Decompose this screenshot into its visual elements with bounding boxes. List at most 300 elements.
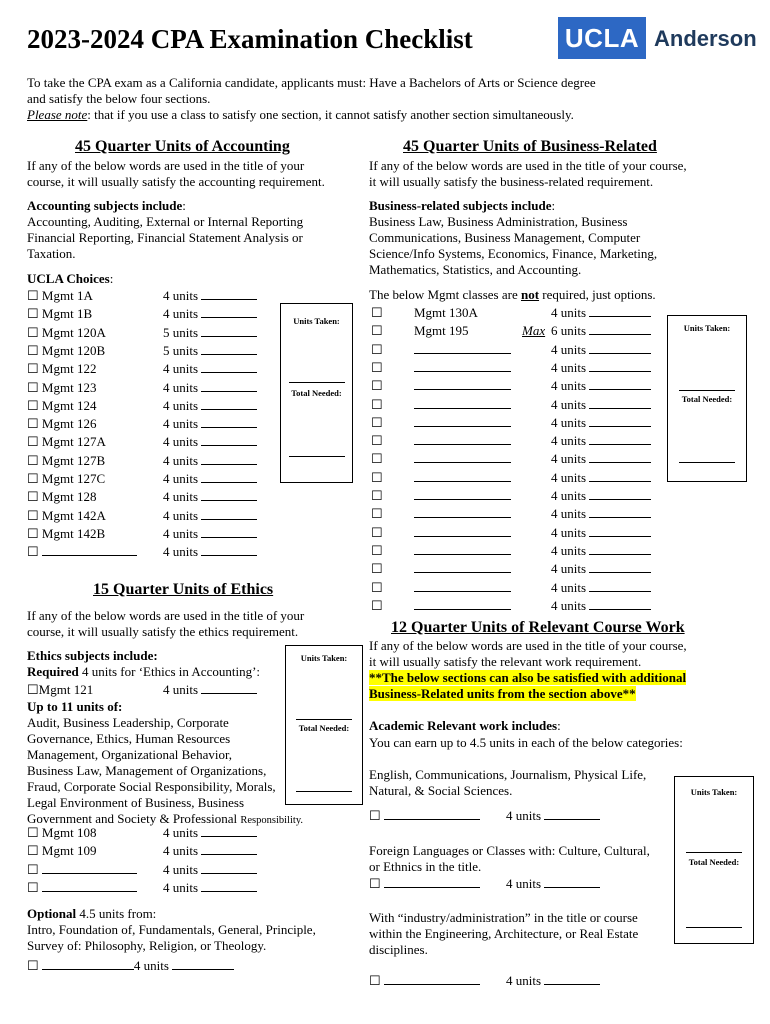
course-name: Mgmt 127A — [41, 434, 106, 450]
units-blank[interactable] — [201, 361, 257, 373]
course-name-blank-row — [414, 360, 511, 376]
work-desc-2: it will usually satisfy the relevant work requirement. — [369, 654, 642, 669]
intro-line-2: and satisfy the below four sections. — [27, 91, 211, 106]
units-blank[interactable] — [201, 843, 257, 855]
checkbox-icon[interactable]: ☐ — [371, 359, 383, 375]
ethics-list-3: Management, Organizational Behavior, — [27, 747, 233, 762]
units-blank[interactable] — [201, 398, 257, 410]
units-label: 4 units — [551, 341, 587, 357]
units-taken-label: Units Taken: — [690, 787, 738, 797]
checkbox-icon[interactable]: ☐ — [27, 843, 42, 859]
course-name: Mgmt 123 — [41, 379, 97, 395]
units-blank[interactable] — [589, 397, 651, 409]
units-blank[interactable] — [201, 471, 257, 483]
course-name: Mgmt 120B — [41, 342, 106, 358]
units-label: 4 units — [163, 306, 199, 322]
ethics-mgmt121-units: 4 units — [163, 682, 257, 699]
course-row — [27, 862, 137, 878]
units-label: 5 units — [163, 324, 199, 340]
units-taken-label: Units Taken: — [300, 653, 348, 663]
units-label: 4 units — [163, 544, 199, 560]
ethics-required: Required 4 units for ‘Ethics in Accounting’: — [27, 664, 261, 679]
checkbox-icon[interactable]: ☐ — [27, 682, 39, 697]
units-blank[interactable] — [589, 305, 651, 317]
work-highlight-1: **The below sections can also be satisfied with additional — [369, 670, 687, 685]
units-blank[interactable] — [201, 825, 257, 837]
business-desc-2: it will usually satisfy the business-related requirement. — [369, 174, 654, 189]
course-name-blank-row — [414, 598, 511, 614]
work-cat2-row — [369, 876, 480, 893]
business-subjects-2: Communications, Business Management, Computer — [369, 230, 641, 245]
checkbox-icon[interactable]: ☐ — [371, 579, 383, 595]
accounting-subjects-3: Taxation. — [27, 246, 76, 261]
course-units — [163, 526, 257, 542]
units-label: 4 units — [163, 416, 199, 432]
work-cat3-units: 4 units — [506, 973, 600, 990]
course-name-blank-row — [414, 470, 511, 486]
course-name-blank[interactable] — [384, 973, 480, 985]
units-taken-line[interactable] — [289, 382, 345, 383]
units-label: 4 units — [551, 414, 587, 430]
checkbox-icon[interactable]: ☐ — [371, 433, 383, 449]
total-needed-label: Total Needed: — [298, 723, 350, 733]
course-row — [27, 453, 105, 469]
course-name: Mgmt 127B — [41, 452, 106, 468]
course-name: Mgmt 126 — [41, 416, 97, 432]
course-name: Mgmt 108 — [41, 825, 97, 840]
total-needed-label: Total Needed: — [291, 388, 342, 398]
course-name-blank-row — [414, 543, 511, 559]
units-label: 4 units — [551, 451, 587, 467]
course-name-blank[interactable] — [414, 470, 511, 482]
course-name: Mgmt 122 — [41, 361, 97, 377]
work-cat1-a: English, Communications, Journalism, Physical Life, — [369, 767, 647, 782]
total-needed-line[interactable] — [289, 456, 345, 457]
course-units — [163, 325, 257, 341]
work-cat2-units: 4 units — [506, 876, 600, 893]
units-taken-line[interactable] — [679, 390, 735, 391]
course-row — [27, 489, 96, 505]
accounting-heading: 45 Quarter Units of Accounting — [75, 138, 290, 155]
course-row — [27, 526, 105, 542]
accounting-desc-1: If any of the below words are used in the title of your — [27, 158, 305, 173]
course-name-blank-row — [414, 561, 511, 577]
units-blank[interactable] — [201, 434, 257, 446]
course-units — [551, 378, 651, 394]
checkbox-icon[interactable]: ☐ — [27, 525, 42, 541]
course-units — [163, 862, 257, 878]
course-units — [163, 380, 257, 396]
units-blank[interactable] — [589, 506, 651, 518]
course-row — [27, 343, 105, 359]
work-cat3-row — [369, 973, 480, 990]
course-units — [551, 433, 651, 449]
work-cat1-b: Natural, & Social Sciences. — [369, 783, 513, 798]
course-name-blank[interactable] — [414, 506, 511, 518]
ethics-list-7: Government and Society & Professional Responsibility. — [27, 811, 304, 826]
units-blank[interactable] — [544, 808, 600, 820]
checkbox-icon[interactable]: ☐ — [371, 378, 383, 394]
units-label: 4 units — [163, 471, 199, 486]
course-units — [163, 489, 257, 505]
work-cat3-b: within the Engineering, Architecture, or Real Estate — [369, 926, 639, 941]
units-label: 4 units — [163, 361, 199, 377]
units-blank[interactable] — [589, 543, 651, 555]
checkbox-icon[interactable]: ☐ — [27, 397, 42, 413]
units-label: 4 units — [163, 507, 199, 523]
checkbox-icon[interactable]: ☐ — [27, 958, 39, 973]
checkbox-icon[interactable]: ☐ — [27, 471, 42, 486]
units-blank[interactable] — [589, 415, 651, 427]
units-blank[interactable] — [201, 544, 257, 556]
anderson-logo: Anderson — [654, 26, 757, 51]
course-units — [163, 508, 257, 524]
units-label: 4 units — [163, 879, 199, 895]
work-heading: 12 Quarter Units of Relevant Course Work — [391, 619, 685, 636]
units-blank[interactable] — [201, 508, 257, 520]
course-row — [27, 471, 105, 487]
checkbox-icon[interactable]: ☐ — [371, 524, 383, 540]
units-label: 4 units — [551, 488, 587, 503]
total-needed-line[interactable] — [679, 462, 735, 463]
units-blank[interactable] — [544, 876, 600, 888]
business-subjects-1: Business Law, Business Administration, Business — [369, 214, 628, 229]
course-name-blank[interactable] — [414, 342, 511, 354]
course-units — [551, 470, 651, 486]
course-name-blank-row — [414, 580, 511, 596]
checkbox-icon[interactable]: ☐ — [27, 452, 42, 468]
course-name-blank[interactable] — [42, 958, 134, 970]
ethics-units-box — [285, 645, 363, 805]
course-name-blank[interactable] — [414, 561, 511, 573]
course-row — [27, 843, 96, 859]
business-heading: 45 Quarter Units of Business-Related — [403, 138, 657, 155]
course-units — [551, 525, 651, 541]
course-name-blank[interactable] — [42, 544, 137, 556]
course-name-blank[interactable] — [414, 415, 511, 427]
ethics-optional-row: ☐ 4 units — [27, 958, 234, 975]
units-blank[interactable] — [201, 862, 257, 874]
work-cat2-b: or Ethnics in the title. — [369, 859, 482, 874]
work-cat1-units: 4 units — [506, 808, 600, 825]
course-units — [551, 360, 651, 376]
checkbox-icon[interactable]: ☐ — [27, 507, 42, 523]
course-units — [551, 415, 651, 431]
work-cat3-a: With “industry/administration” in the title or course — [369, 910, 638, 925]
units-label: 4 units — [551, 579, 587, 595]
course-row — [27, 416, 96, 432]
course-name: Mgmt 1B — [41, 306, 93, 322]
units-blank[interactable] — [201, 682, 257, 694]
course-name: Mgmt 109 — [41, 843, 97, 859]
ethics-list-2: Governance, Ethics, Human Resources — [27, 731, 231, 746]
course-name-blank[interactable] — [384, 808, 480, 820]
course-name-blank[interactable] — [414, 525, 511, 537]
units-label: 4 units — [163, 861, 199, 877]
checkbox-icon[interactable]: ☐ — [27, 879, 42, 895]
units-blank[interactable] — [201, 880, 257, 892]
units-blank[interactable] — [201, 453, 257, 465]
checkbox-icon[interactable]: ☐ — [371, 305, 383, 320]
course-row — [27, 325, 106, 341]
units-label: 4 units — [551, 561, 587, 577]
course-units — [163, 343, 257, 359]
course-units — [551, 561, 651, 577]
page-title: 2023-2024 CPA Examination Checklist — [27, 24, 473, 54]
course-name-blank-row — [414, 451, 511, 467]
units-blank[interactable] — [589, 323, 651, 335]
total-needed-line[interactable] — [686, 927, 742, 928]
ethics-list-6: Legal Environment of Business, Business — [27, 795, 245, 810]
course-name-blank-row — [414, 488, 511, 504]
checkbox-icon[interactable]: ☐ — [27, 306, 42, 322]
course-name-blank-row — [414, 433, 511, 449]
checkbox-icon[interactable]: ☐ — [371, 414, 383, 430]
course-units — [163, 306, 257, 322]
units-label: 6 units — [551, 323, 587, 339]
ethics-list-5: Fraud, Corporate Social Responsibility, Morals, — [27, 779, 276, 794]
checkbox-icon[interactable]: ☐ — [371, 451, 383, 467]
checkbox-icon[interactable]: ☐ — [27, 342, 42, 358]
units-label: 4 units — [551, 433, 587, 449]
course-units — [551, 543, 651, 559]
units-blank[interactable] — [589, 360, 651, 372]
units-label: 4 units — [551, 524, 587, 540]
units-taken-label: Units Taken: — [683, 323, 731, 333]
units-blank[interactable] — [201, 489, 257, 501]
units-label: 4 units — [163, 843, 199, 859]
checkbox-icon[interactable]: ☐ — [27, 379, 42, 395]
checkbox-icon[interactable]: ☐ — [371, 561, 383, 577]
ethics-upto-label: Up to 11 units of: — [27, 699, 123, 714]
course-row — [27, 544, 137, 560]
business-desc-1: If any of the below words are used in the title of your course, — [369, 158, 687, 173]
checkbox-icon[interactable]: ☐ — [27, 544, 42, 560]
units-label: 4 units — [163, 379, 199, 395]
units-blank[interactable] — [589, 451, 651, 463]
units-label: 4 units — [163, 452, 199, 468]
course-units — [551, 488, 651, 504]
course-units — [163, 825, 257, 841]
units-blank[interactable] — [201, 526, 257, 538]
checkbox-icon[interactable]: ☐ — [27, 861, 42, 877]
ethics-optional-2: Survey of: Philosophy, Religion, or Theology. — [27, 938, 267, 953]
course-name: Mgmt 124 — [41, 397, 97, 413]
course-name: Mgmt 195 — [414, 323, 469, 339]
course-units — [163, 398, 257, 414]
units-label: 4 units — [163, 489, 199, 505]
course-units — [551, 342, 651, 358]
course-units — [163, 880, 257, 896]
checkbox-icon[interactable]: ☐ — [27, 825, 42, 840]
course-units — [551, 598, 651, 614]
checkbox-icon[interactable]: ☐ — [371, 506, 383, 522]
course-row — [27, 825, 96, 841]
intro-line-1: To take the CPA exam as a California candidate, applicants must: Have a Bachelors of Arts or Science degree — [27, 75, 596, 90]
units-blank[interactable] — [201, 288, 257, 300]
ethics-list-4: Business Law, Management of Organizations, — [27, 763, 267, 778]
course-name: Mgmt 120A — [41, 324, 106, 340]
course-units — [163, 434, 257, 450]
course-row — [27, 398, 96, 414]
course-name: Mgmt 128 — [41, 489, 97, 505]
units-blank[interactable] — [201, 306, 257, 318]
course-units — [163, 544, 257, 560]
course-name-blank-row — [414, 525, 511, 541]
course-name-blank-row — [414, 378, 511, 394]
units-taken-line[interactable] — [296, 719, 352, 720]
accounting-desc-2: course, it will usually satisfy the accounting requirement. — [27, 174, 325, 189]
course-row — [27, 880, 137, 896]
accounting-subjects-label: Accounting subjects include: — [27, 198, 186, 213]
checkbox-icon[interactable]: ☐ — [27, 416, 42, 432]
accounting-subjects-2: Financial Reporting, Financial Statement Analysis or — [27, 230, 303, 245]
course-name-blank[interactable] — [414, 360, 511, 372]
checkbox-icon[interactable]: ☐ — [371, 396, 383, 412]
course-units — [163, 416, 257, 432]
ethics-list-1: Audit, Business Leadership, Corporate — [27, 715, 229, 730]
units-label: 4 units — [163, 434, 199, 450]
checkbox-icon[interactable]: ☐ — [27, 288, 42, 303]
course-name-blank[interactable] — [414, 433, 511, 445]
units-label: 4 units — [551, 542, 587, 558]
units-label: 4 units — [163, 825, 199, 840]
work-units-box — [674, 776, 754, 944]
units-label: 4 units — [551, 597, 587, 613]
course-name-blank[interactable] — [414, 543, 511, 555]
checkbox-icon[interactable]: ☐ — [27, 434, 42, 450]
checkbox-icon[interactable]: ☐ — [369, 876, 381, 891]
units-blank[interactable] — [589, 342, 651, 354]
checkbox-icon[interactable]: ☐ — [371, 542, 383, 558]
checkbox-icon[interactable]: ☐ — [369, 973, 381, 988]
course-row — [27, 306, 92, 322]
max-label: Max — [522, 323, 546, 338]
course-name-blank-row — [414, 415, 511, 431]
ucla-logo: UCLA — [558, 17, 646, 59]
units-blank[interactable] — [589, 561, 651, 573]
intro-note — [27, 107, 574, 124]
units-label: 4 units — [163, 525, 199, 541]
course-units — [551, 305, 651, 321]
ucla-choices-label: UCLA Choices: — [27, 271, 114, 286]
accounting-units-box — [280, 303, 353, 483]
work-highlight-2: Business-Related units from the section above** — [369, 686, 636, 701]
business-units-box — [667, 315, 747, 482]
ethics-optional: Optional 4.5 units from: — [27, 906, 157, 921]
business-subjects-3: Science/Info Systems, Economics, Finance, Marketing, — [369, 246, 658, 261]
course-name-blank[interactable] — [42, 880, 137, 892]
units-label: 4 units — [551, 305, 587, 320]
checkbox-icon[interactable]: ☐ — [27, 324, 42, 340]
checkbox-icon[interactable]: ☐ — [371, 597, 383, 613]
course-name: Mgmt 1A — [41, 288, 93, 303]
course-name: Mgmt 142B — [41, 525, 106, 541]
total-needed-label: Total Needed: — [681, 394, 733, 404]
course-row — [27, 434, 106, 450]
units-blank[interactable] — [201, 343, 257, 355]
course-row — [27, 380, 96, 396]
units-blank[interactable] — [589, 580, 651, 592]
units-blank[interactable] — [544, 973, 600, 985]
units-blank[interactable] — [172, 958, 234, 970]
ethics-mgmt121-row: ☐Mgmt 121 — [27, 682, 94, 697]
work-cat3-c: disciplines. — [369, 942, 428, 957]
checkbox-icon[interactable]: ☐ — [371, 323, 383, 339]
course-name: Mgmt 142A — [41, 507, 106, 523]
course-name: Mgmt 130A — [414, 305, 478, 320]
total-needed-line[interactable] — [296, 791, 352, 792]
units-blank[interactable] — [589, 470, 651, 482]
course-units — [551, 580, 651, 596]
course-name: Mgmt 127C — [41, 471, 106, 486]
course-units — [551, 323, 651, 339]
units-label: 4 units — [163, 288, 199, 303]
work-cat2-a: Foreign Languages or Classes with: Culture, Cultural, — [369, 843, 650, 858]
course-name-blank[interactable] — [414, 451, 511, 463]
units-blank[interactable] — [201, 325, 257, 337]
ethics-optional-1: Intro, Foundation of, Fundamentals, General, Principle, — [27, 922, 316, 937]
checkbox-icon[interactable]: ☐ — [371, 469, 383, 485]
course-name-blank[interactable] — [414, 598, 511, 610]
units-blank[interactable] — [201, 380, 257, 392]
ethics-desc-2: course, it will usually satisfy the ethics requirement. — [27, 624, 299, 639]
course-name-blank-row — [414, 397, 511, 413]
units-blank[interactable] — [201, 416, 257, 428]
units-blank[interactable] — [589, 598, 651, 610]
business-note: The below Mgmt classes are not required, just options. — [369, 287, 656, 302]
business-subjects-label: Business-related subjects include: — [369, 198, 556, 213]
units-label: 5 units — [163, 342, 199, 358]
ethics-desc-1: If any of the below words are used in the title of your — [27, 608, 305, 623]
course-units — [551, 397, 651, 413]
units-taken-line[interactable] — [686, 852, 742, 853]
course-name-blank-row — [414, 342, 511, 358]
total-needed-label: Total Needed: — [688, 857, 740, 867]
note-label: Please note — [27, 107, 88, 122]
course-units — [163, 361, 257, 377]
units-blank[interactable] — [589, 378, 651, 390]
units-blank[interactable] — [589, 488, 651, 500]
checkbox-icon[interactable]: ☐ — [371, 341, 383, 357]
accounting-subjects-1: Accounting, Auditing, External or Internal Reporting — [27, 214, 304, 229]
course-units — [163, 288, 257, 304]
units-label: 4 units — [163, 397, 199, 413]
note-text: : that if you use a class to satisfy one section, it cannot satisfy another section simultaneously. — [87, 107, 574, 122]
ethics-subjects-label: Ethics subjects include: — [27, 648, 158, 663]
units-blank[interactable] — [589, 525, 651, 537]
units-blank[interactable] — [589, 433, 651, 445]
course-name-blank[interactable] — [384, 876, 480, 888]
checkbox-icon[interactable]: ☐ — [27, 361, 42, 377]
checkbox-icon[interactable]: ☐ — [369, 808, 381, 823]
checkbox-icon[interactable]: ☐ — [371, 488, 383, 503]
course-name-blank[interactable] — [42, 862, 137, 874]
course-name-blank-row — [414, 506, 511, 522]
course-name-blank[interactable] — [414, 378, 511, 390]
ethics-heading: 15 Quarter Units of Ethics — [93, 581, 274, 598]
course-name-blank[interactable] — [414, 488, 511, 500]
course-name-blank[interactable] — [414, 397, 511, 409]
course-row — [27, 288, 93, 304]
checkbox-icon[interactable]: ☐ — [27, 489, 42, 505]
course-units — [163, 843, 257, 859]
work-desc-1: If any of the below words are used in the title of your course, — [369, 638, 687, 653]
units-label: 4 units — [551, 378, 587, 394]
course-units — [551, 451, 651, 467]
course-name-blank[interactable] — [414, 580, 511, 592]
units-label: 4 units — [551, 396, 587, 412]
